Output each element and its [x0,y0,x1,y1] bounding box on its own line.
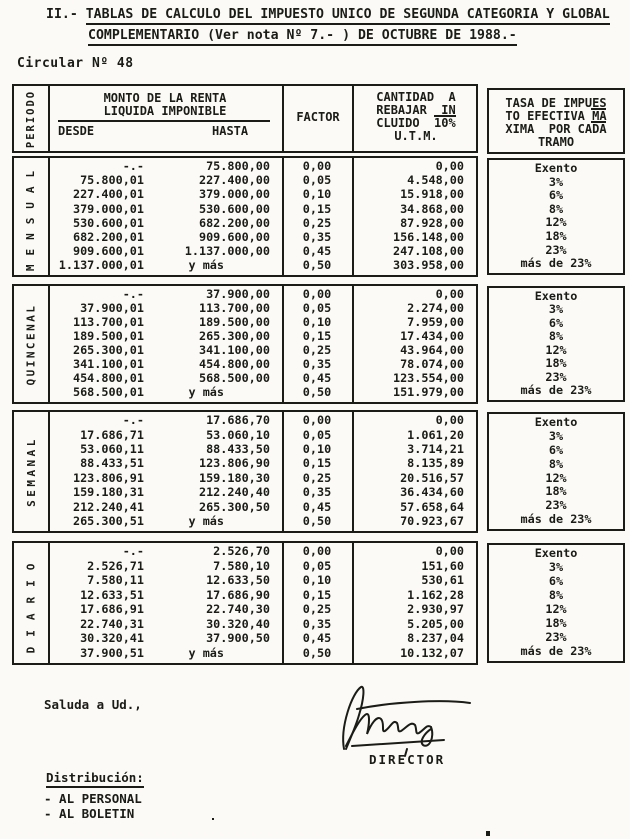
rebajar-cell: 5.205,00 [407,616,464,631]
hasta-cell: 454.800,00 [198,357,270,372]
hasta-cell: 53.060,10 [206,427,270,442]
desde-cell: 909.600,01 [72,243,144,258]
cantidad-header-line2: REBAJAR IN [376,103,456,117]
tasa-cell: más de 23% [520,256,592,271]
tasa-cell: 23% [545,242,567,257]
tasa-cell: 12% [545,602,567,617]
rebajar-cell: 2.274,00 [407,301,464,316]
rebajar-cell: 57.658,64 [400,499,464,514]
hasta-cell: 341.100,00 [198,343,270,358]
rebajar-cell: 123.554,00 [392,371,464,386]
desde-cell: 212.240,41 [72,499,144,514]
factor-cell: 0,50 [302,513,332,528]
rebajar-cell: 70.923,67 [400,513,464,528]
table-row [14,427,476,442]
rebajar-cell: 151.979,00 [392,385,464,400]
hasta-header: HASTA [212,124,249,138]
table-row [14,317,476,329]
rebajar-cell: 0,00 [435,287,464,302]
hasta-cell: 37.900,50 [206,631,270,646]
overline-mark [434,115,456,117]
desde-cell: 530.600,01 [72,215,144,230]
desde-cell: 30.320,41 [80,631,144,646]
desde-cell: 37.900,51 [80,645,144,660]
hasta-cell: 17.686,90 [206,587,270,602]
hasta-cell: 682.200,00 [198,215,270,230]
factor-cell: 0,15 [302,201,332,216]
hasta-cell: 123.806,90 [198,456,270,471]
factor-cell: 0,15 [302,587,332,602]
factor-cell: 0,00 [302,544,332,559]
table-row [14,645,476,660]
tasa-header-line4: TRAMO [537,135,575,149]
tasa-cell: 12% [545,215,567,230]
hasta-cell: 37.900,00 [206,287,270,302]
desde-cell: 53.060,11 [80,442,144,457]
hasta-cell: 159.180,30 [198,470,270,485]
section-label: QUINCENAL [24,302,38,386]
rebajar-cell: 20.516,57 [400,470,464,485]
factor-header: FACTOR [296,110,340,124]
tasa-cell: Exento [534,288,578,303]
tasa-cell: Exento [534,160,578,175]
tasa-cell: más de 23% [520,512,592,527]
rebajar-cell: 151,60 [421,558,464,573]
hasta-cell: y más [188,645,224,660]
section-diario [12,541,478,665]
tasa-cell: Exento [534,415,578,430]
desde-cell: 568.500,01 [72,385,144,400]
rebajar-cell: 4.548,00 [407,173,464,188]
tasa-cell: 8% [548,456,564,471]
factor-cell: 0,25 [302,470,332,485]
factor-cell: 0,05 [302,558,332,573]
monto-header-rule [58,120,270,122]
rebajar-cell: 247.108,00 [392,243,464,258]
tasa-box-mensual [487,158,625,275]
tasa-cell: 23% [545,630,567,645]
factor-cell: 0,10 [302,187,332,202]
table-row [14,633,476,645]
scan-speck [212,818,214,820]
table-row [14,558,476,573]
table-row [14,303,476,315]
tasa-cell: 23% [545,369,567,384]
desde-cell: 17.686,91 [80,602,144,617]
tasa-cell: 6% [548,574,564,589]
desde-cell: 7.580,11 [87,573,144,588]
desde-cell: 12.633,51 [80,587,144,602]
section-mensual [12,156,478,277]
hasta-cell: 2.526,70 [213,544,270,559]
overline-mark [591,121,606,123]
hasta-cell: 909.600,00 [198,229,270,244]
distribution-item: - AL PERSONAL [44,791,142,806]
tasa-cell: Exento [534,546,578,561]
desde-cell: -.- [122,287,144,302]
factor-cell: 0,15 [302,456,332,471]
tasa-cell: más de 23% [520,644,592,659]
desde-cell: 189.500,01 [72,329,144,344]
hasta-cell: 75.800,00 [206,159,270,174]
rebajar-cell: 78.074,00 [400,357,464,372]
section-label: SEMANAL [24,436,38,507]
rebajar-cell: 17.434,00 [400,329,464,344]
table-row [14,243,476,258]
desde-cell: -.- [122,159,144,174]
hasta-cell: 7.580,10 [213,558,270,573]
section-quincenal [12,284,478,404]
hasta-cell: 30.320,40 [206,616,270,631]
rebajar-cell: 3.714,21 [407,442,464,457]
factor-cell: 0,25 [302,215,332,230]
factor-cell: 0,50 [302,645,332,660]
hasta-cell: 88.433,50 [206,442,270,457]
factor-cell: 0,35 [302,229,332,244]
table-row [14,575,476,587]
tasa-cell: 23% [545,498,567,513]
table-row [14,604,476,616]
table-row [14,175,476,187]
factor-cell: 0,35 [302,357,332,372]
factor-cell: 0,45 [302,243,332,258]
desde-cell: 227.400,01 [72,187,144,202]
tasa-header-line3: XIMA POR CADA [505,122,607,136]
section-rows [14,545,476,661]
table-row [14,470,476,485]
rebajar-cell: 15.918,00 [400,187,464,202]
rebajar-cell: 0,00 [435,159,464,174]
table-row [14,487,476,499]
tasa-cell: 18% [545,229,567,244]
table-row [14,458,476,470]
hasta-cell: 227.400,00 [198,173,270,188]
title-numeral: II.- [46,7,86,22]
factor-cell: 0,50 [302,385,332,400]
hasta-cell: 17.686,70 [206,413,270,428]
signature [330,685,472,761]
desde-cell: 454.800,01 [72,371,144,386]
tasa-box-semanal [487,412,625,531]
desde-cell: -.- [122,544,144,559]
hasta-cell: 379.000,00 [198,187,270,202]
desde-cell: 341.100,01 [72,357,144,372]
periodo-column-header: PERIODO [25,89,38,148]
table-row [14,161,476,173]
tasa-box-diario [487,543,625,663]
factor-cell: 0,35 [302,616,332,631]
rebajar-cell: 303.958,00 [392,258,464,273]
document-title-line2: COMPLEMENTARIO (Ver nota Nº 7.- ) DE OCTUBRE DE 1988.- [88,28,517,46]
table-row [14,359,476,371]
table-row [14,513,476,528]
factor-cell: 0,00 [302,413,332,428]
tasa-cell: 3% [548,428,564,443]
table-row [14,289,476,301]
factor-cell: 0,00 [302,287,332,302]
table-row [14,229,476,244]
factor-cell: 0,10 [302,442,332,457]
desde-cell: 22.740,31 [80,616,144,631]
distribution-title: Distribución: [46,770,144,788]
desde-cell: 379.000,01 [72,201,144,216]
factor-cell: 0,15 [302,329,332,344]
factor-cell: 0,45 [302,499,332,514]
hasta-cell: 212.240,40 [198,485,270,500]
monto-header-line1: MONTO DE LA RENTA [103,91,227,105]
cantidad-header-line3: CLUIDO 10% [376,116,456,130]
section-rows [14,160,476,273]
table-row [14,499,476,514]
salutation: Saluda a Ud., [44,697,142,712]
desde-cell: 265.300,01 [72,343,144,358]
hasta-cell: 530.600,00 [198,201,270,216]
cantidad-header-line1: CANTIDAD A [376,90,456,104]
hasta-cell: y más [188,513,224,528]
signature-caption: DIRECTOR [369,752,446,767]
factor-cell: 0,50 [302,258,332,273]
rebajar-cell: 36.434,60 [400,485,464,500]
desde-cell: 159.180,31 [72,485,144,500]
desde-cell: 37.900,01 [80,301,144,316]
table-row [14,444,476,456]
hasta-cell: 568.500,00 [198,371,270,386]
tasa-cell: 8% [548,329,564,344]
factor-cell: 0,05 [302,427,332,442]
tasa-cell: 12% [545,470,567,485]
rebajar-cell: 34.868,00 [400,201,464,216]
tasa-cell: más de 23% [520,383,592,398]
desde-header: DESDE [58,124,95,138]
overline-mark [591,108,606,110]
tasa-cell: 18% [545,356,567,371]
tasa-cell: 6% [548,188,564,203]
factor-cell: 0,05 [302,173,332,188]
tasa-cell: 18% [545,484,567,499]
rebajar-cell: 87.928,00 [400,215,464,230]
rebajar-cell: 0,00 [435,413,464,428]
tasa-cell: 8% [548,588,564,603]
hasta-cell: 113.700,00 [198,301,270,316]
tasa-cell: 12% [545,342,567,357]
hasta-cell: 189.500,00 [198,315,270,330]
hasta-cell: y más [188,258,224,273]
table-row [14,387,476,399]
desde-cell: -.- [122,413,144,428]
factor-cell: 0,00 [302,159,332,174]
tasa-cell: 6% [548,315,564,330]
table-header [12,84,478,153]
table-row [14,215,476,230]
factor-cell: 0,10 [302,573,332,588]
circular-number: Circular Nº 48 [17,56,134,71]
table-row [14,616,476,631]
hasta-cell: 22.740,30 [206,602,270,617]
tasa-header-line1: TASA DE IMPUES [505,96,607,110]
rebajar-cell: 1.061,20 [407,427,464,442]
tasa-cell: 6% [548,442,564,457]
title-text: TABLAS DE CALCULO DEL IMPUESTO UNICO DE SEGUNDA CATEGORIA Y GLOBAL [86,7,610,25]
section-label: MENSUAL [24,161,38,272]
tasa-cell: 3% [548,560,564,575]
factor-cell: 0,05 [302,301,332,316]
rebajar-cell: 43.964,00 [400,343,464,358]
table-row [14,331,476,343]
tasa-header-line2: TO EFECTIVA MA [505,109,607,123]
tasa-cell: 3% [548,302,564,317]
table-row [14,373,476,385]
document-title-line1 [46,7,610,22]
rebajar-cell: 0,00 [435,544,464,559]
desde-cell: 113.700,01 [72,315,144,330]
factor-cell: 0,10 [302,315,332,330]
tasa-cell: 18% [545,616,567,631]
section-rows [14,414,476,529]
tasa-header [487,88,625,154]
table-row [14,201,476,216]
rebajar-cell: 1.162,28 [407,587,464,602]
hasta-cell: 265.300,00 [198,329,270,344]
table-row [14,587,476,602]
table-row [14,189,476,201]
table-row [14,546,476,558]
desde-cell: 88.433,51 [80,456,144,471]
rebajar-cell: 10.132,07 [400,645,464,660]
tasa-cell: 8% [548,201,564,216]
desde-cell: 265.300,51 [72,513,144,528]
desde-cell: 682.200,01 [72,229,144,244]
section-label: DIARIO [24,553,38,653]
hasta-cell: y más [188,385,224,400]
scan-speck [486,831,490,836]
rebajar-cell: 8.237,04 [407,631,464,646]
desde-cell: 1.137.000,01 [58,258,144,273]
rebajar-cell: 7.959,00 [407,315,464,330]
factor-cell: 0,25 [302,602,332,617]
tasa-box-quincenal [487,286,625,402]
factor-cell: 0,45 [302,631,332,646]
rebajar-cell: 2.930,97 [407,602,464,617]
section-rows [14,288,476,400]
cantidad-header-line4: U.T.M. [394,129,438,143]
hasta-cell: 12.633,50 [206,573,270,588]
table-row [14,260,476,272]
rebajar-cell: 156.148,00 [392,229,464,244]
monto-header-line2: LIQUIDA IMPONIBLE [103,104,227,118]
desde-cell: 75.800,01 [80,173,144,188]
distribution-list [44,791,142,821]
desde-cell: 17.686,71 [80,427,144,442]
distribution-item: - AL BOLETIN [44,806,135,821]
rebajar-cell: 530,61 [421,573,464,588]
table-row [14,345,476,357]
hasta-cell: 265.300,50 [198,499,270,514]
tasa-cell: 3% [548,174,564,189]
factor-cell: 0,45 [302,371,332,386]
table-row [14,415,476,427]
section-semanal [12,410,478,533]
rebajar-cell: 8.135,89 [407,456,464,471]
hasta-cell: 1.137.000,00 [184,243,270,258]
desde-cell: 123.806,91 [72,470,144,485]
factor-cell: 0,35 [302,485,332,500]
desde-cell: 2.526,71 [87,558,144,573]
factor-cell: 0,25 [302,343,332,358]
